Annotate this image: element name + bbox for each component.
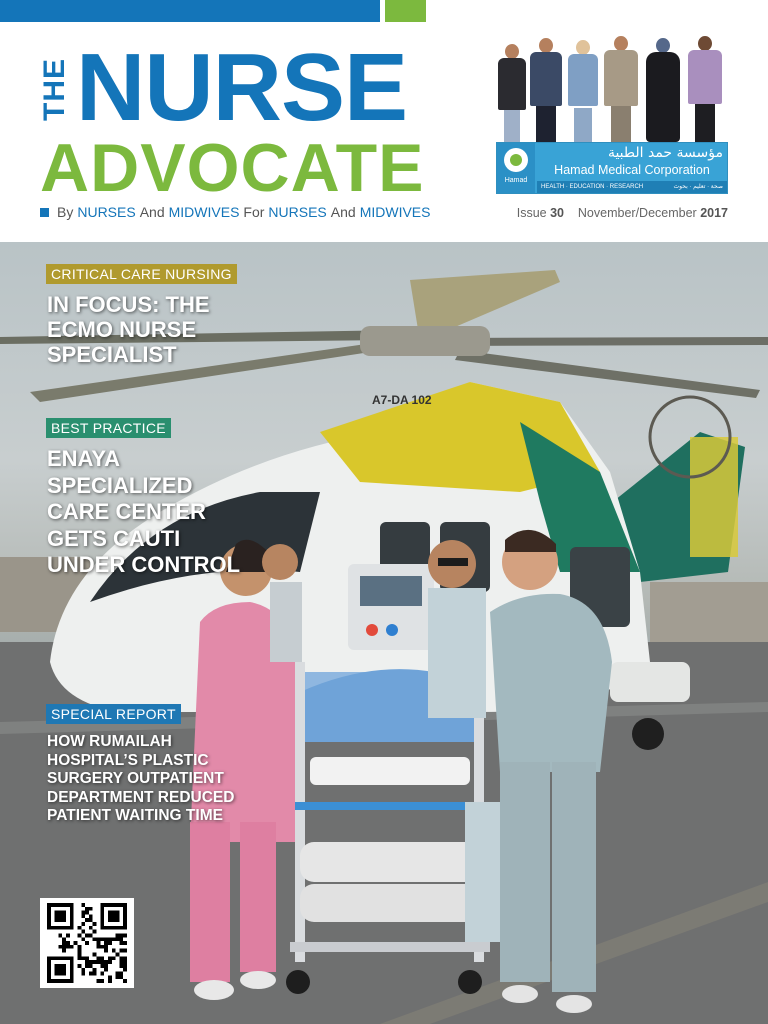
staff-group-photo: [494, 32, 730, 144]
issue-year: 2017: [700, 206, 728, 220]
square-bullet-icon: [40, 208, 49, 217]
hmc-emblem-label: Hamad: [504, 177, 528, 184]
headline-rumailah-waiting-time: HOW RUMAILAH HOSPITAL’S PLASTIC SURGERY OUTPATIENT DEPARTMENT REDUCED PATIENT WAITING TIME: [47, 733, 235, 824]
title-nurse: NURSE: [76, 34, 408, 141]
staff-person: [604, 36, 638, 144]
issue-date: November/December: [577, 206, 697, 220]
qr-code[interactable]: [40, 898, 134, 988]
top-bar-green: [385, 0, 426, 22]
helicopter-registration: A7-DA 102: [372, 393, 432, 407]
hamad-medical-corporation-logo: [496, 142, 728, 194]
section-tag-special-report: SPECIAL REPORT: [46, 704, 181, 724]
nurse-grey-scrubs: [490, 594, 612, 772]
tagline-nurses-2: NURSES: [268, 204, 327, 220]
staff-person: [498, 44, 526, 144]
tagline-by: By: [57, 204, 74, 220]
masthead: [0, 22, 768, 242]
title-the: THE: [38, 58, 71, 122]
issue-label: Issue: [516, 206, 547, 220]
rotor-hub: [360, 326, 490, 356]
staff-person: [530, 38, 562, 144]
hmc-subline-ar: صحة · تعليم · بحوث: [673, 184, 723, 190]
headline-enaya-cauti: ENAYA SPECIALIZED CARE CENTER GETS CAUTI UNDER CONTROL: [47, 446, 241, 577]
hmc-subline-en: HEALTH · EDUCATION · RESEARCH: [541, 184, 644, 190]
headline-ecmo-nurse-specialist: IN FOCUS: THE ECMO NURSE SPECIALIST: [47, 292, 210, 367]
tagline-for: For: [243, 204, 265, 220]
section-tag-best-practice: BEST PRACTICE: [46, 418, 171, 438]
tagline-midwives-2: MIDWIVES: [359, 204, 431, 220]
background-building: [650, 582, 768, 652]
staff-person: [646, 38, 680, 144]
tagline-and-2: And: [330, 204, 356, 220]
tagline-and-1: And: [139, 204, 165, 220]
issue-info: [517, 206, 728, 220]
tagline: [40, 204, 430, 220]
hmc-english-name: Hamad Medical Corporation: [554, 163, 710, 177]
tagline-nurses-1: NURSES: [77, 204, 136, 220]
top-bar-blue: [0, 0, 380, 22]
tagline-midwives-1: MIDWIVES: [168, 204, 240, 220]
section-tag-critical-care-nursing: CRITICAL CARE NURSING: [46, 264, 237, 284]
qr-code-icon: [45, 903, 129, 983]
title-advocate: ADVOCATE: [40, 130, 425, 206]
hmc-emblem-icon: [497, 143, 535, 193]
staff-person: [568, 40, 598, 144]
hmc-subline: [537, 181, 727, 193]
staff-person: [688, 36, 722, 144]
issue-number: 30: [550, 206, 564, 220]
hmc-arabic-name: مؤسسة حمد الطبية: [607, 145, 723, 161]
